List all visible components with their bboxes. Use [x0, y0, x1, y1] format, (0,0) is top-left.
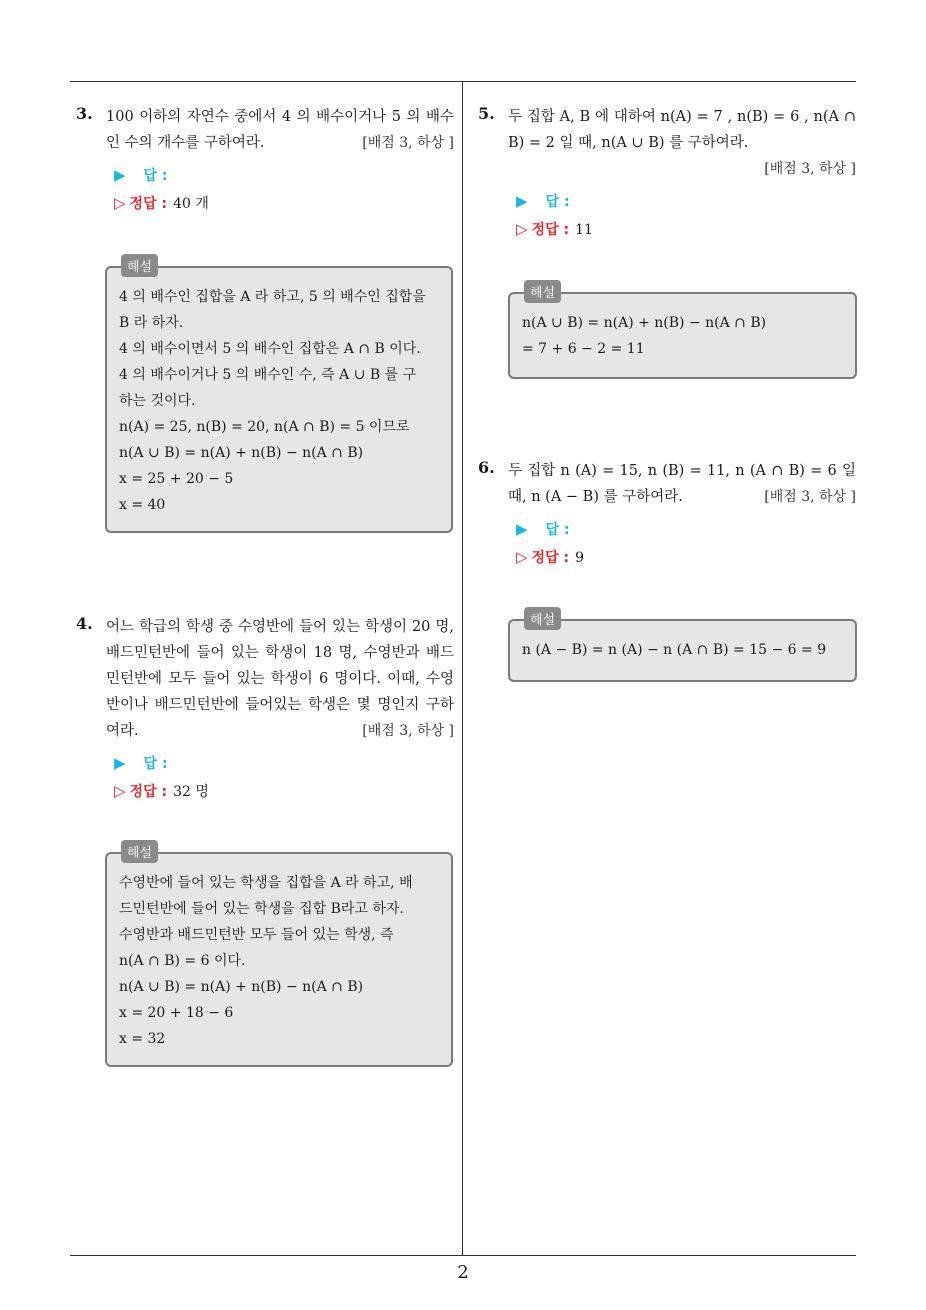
- solution-box-6: [508, 613, 857, 682]
- outline-triangle-icon: ▷: [516, 220, 528, 238]
- footer-rule: [70, 1255, 856, 1256]
- problem-score: [배점 3, 하상 ]: [362, 135, 454, 151]
- problem-number: 3.: [76, 104, 93, 123]
- correct-value: 9: [575, 550, 584, 566]
- problem-statement: 두 집합 n (A) = 15, n (B) = 11, n (A ∩ B) = 6 일 때, n (A − B) 를 구하여라.: [508, 463, 856, 505]
- answer-label: 답 :: [143, 168, 168, 184]
- answer-line: [106, 162, 454, 189]
- answer-line: [508, 188, 856, 215]
- correct-answer-line: [106, 777, 454, 806]
- problem-5: [478, 104, 856, 244]
- correct-answer-line: [508, 215, 856, 244]
- solution-box-5: [508, 286, 857, 379]
- solution-line: = 7 + 6 − 2 = 11: [522, 341, 645, 357]
- correct-answer-line: [508, 543, 856, 572]
- solution-line: n(A ∩ B) = 6 이다.: [119, 953, 246, 969]
- solution-line: 4 의 배수인 집합을 A 라 하고, 5 의 배수인 집합을: [119, 289, 426, 305]
- solution-tag: 해설: [121, 840, 158, 863]
- problem-3: [76, 104, 454, 218]
- problem-6: [478, 458, 856, 572]
- play-triangle-icon: ▶: [516, 192, 528, 210]
- correct-value: 40 개: [173, 196, 209, 212]
- problem-number: 6.: [478, 458, 495, 477]
- outline-triangle-icon: ▷: [114, 194, 126, 212]
- solution-line: 하는 것이다.: [119, 393, 196, 409]
- problem-score: [배점 3, 하상 ]: [764, 161, 856, 177]
- problem-score: [배점 3, 하상 ]: [362, 723, 454, 739]
- answer-label: 답 :: [545, 194, 570, 210]
- solution-line: 4 의 배수이거나 5 의 배수인 수, 즉 A ∪ B 를 구: [119, 367, 417, 383]
- solution-line: x = 25 + 20 − 5: [119, 471, 234, 487]
- problem-text: [106, 104, 454, 156]
- play-triangle-icon: ▶: [516, 520, 528, 538]
- solution-line: n(A) = 25, n(B) = 20, n(A ∩ B) = 5 이므로: [119, 419, 410, 435]
- problem-text: [508, 104, 856, 156]
- solution-line: x = 40: [119, 497, 166, 513]
- correct-value: 11: [575, 222, 593, 238]
- solution-line: n(A ∪ B) = n(A) + n(B) − n(A ∩ B): [119, 979, 364, 995]
- answer-line: [106, 750, 454, 777]
- page-number: 2: [457, 1262, 469, 1283]
- problem-statement: 두 집합 A, B 에 대하여 n(A) = 7 , n(B) = 6 , n(A ∩ B) = 2 일 때, n(A ∪ B) 를 구하여라.: [508, 109, 856, 151]
- solution-line: B 라 하자.: [119, 315, 184, 331]
- outline-triangle-icon: ▷: [114, 782, 126, 800]
- answer-line: [508, 516, 856, 543]
- solution-line: n (A − B) = n (A) − n (A ∩ B) = 15 − 6 = 9: [522, 642, 827, 658]
- solution-line: 수영반에 들어 있는 학생을 집합을 A 라 하고, 배: [119, 875, 413, 891]
- solution-line: 4 의 배수이면서 5 의 배수인 집합은 A ∩ B 이다.: [119, 341, 421, 357]
- problem-4: [76, 614, 454, 806]
- correct-value: 32 명: [173, 784, 209, 800]
- problem-statement: 어느 학급의 학생 중 수영반에 들어 있는 학생이 20 명, 배드민턴반에 들어 있는 학생이 18 명, 수영반과 배드민턴반에 모두 들어 있는 학생이 6 명이다. 이때, 수영반이나 배드민턴반에 들어있는 학생은 몇 명인지 구하여라.: [106, 619, 454, 739]
- solution-line: n(A ∪ B) = n(A) + n(B) − n(A ∩ B): [522, 315, 767, 331]
- solution-tag: 해설: [121, 254, 158, 277]
- solution-tag: 해설: [524, 607, 561, 630]
- outline-triangle-icon: ▷: [516, 548, 528, 566]
- solution-line: x = 32: [119, 1031, 166, 1047]
- problem-text: [508, 458, 856, 510]
- correct-label: 정답 :: [531, 222, 570, 238]
- solution-box-4: [105, 846, 453, 1067]
- problem-score: [배점 3, 하상 ]: [764, 489, 856, 505]
- answer-label: 답 :: [143, 756, 168, 772]
- solution-box-3: [105, 260, 453, 533]
- play-triangle-icon: ▶: [114, 166, 126, 184]
- solution-line: 수영반과 배드민턴반 모두 들어 있는 학생, 즉: [119, 927, 394, 943]
- play-triangle-icon: ▶: [114, 754, 126, 772]
- solution-tag: 해설: [524, 280, 561, 303]
- problem-number: 4.: [76, 614, 93, 633]
- correct-label: 정답 :: [129, 784, 168, 800]
- problem-statement: 100 이하의 자연수 중에서 4 의 배수이거나 5 의 배수인 수의 개수를 구하여라.: [106, 109, 454, 151]
- header-rule: [70, 81, 856, 82]
- solution-line: 드민턴반에 들어 있는 학생을 집합 B라고 하자.: [119, 901, 404, 917]
- solution-line: n(A ∪ B) = n(A) + n(B) − n(A ∩ B): [119, 445, 364, 461]
- solution-line: x = 20 + 18 − 6: [119, 1005, 234, 1021]
- answer-label: 답 :: [545, 522, 570, 538]
- column-divider: [462, 81, 463, 1256]
- problem-number: 5.: [478, 104, 495, 123]
- correct-answer-line: [106, 189, 454, 218]
- correct-label: 정답 :: [129, 196, 168, 212]
- correct-label: 정답 :: [531, 550, 570, 566]
